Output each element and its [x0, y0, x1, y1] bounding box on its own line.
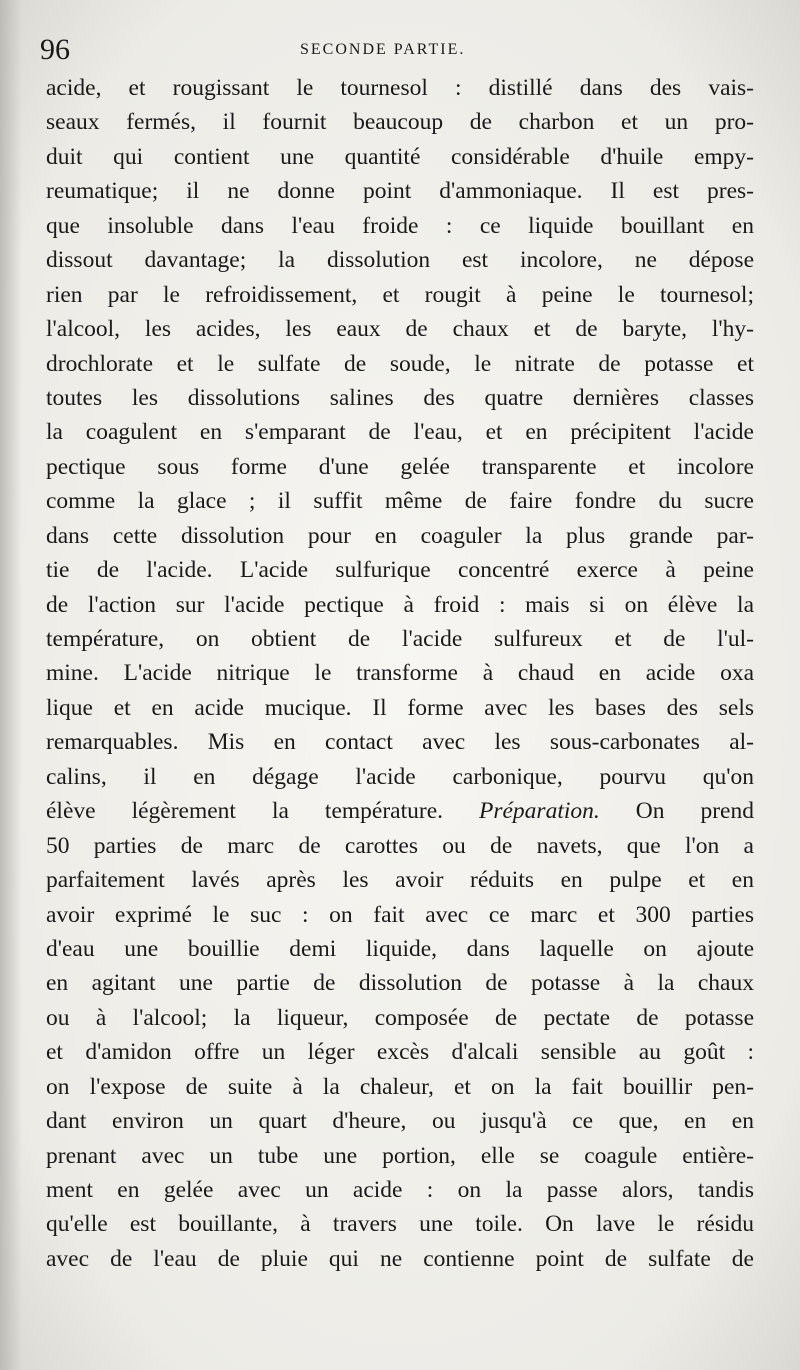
- text-line: seaux fermés, il fournit beaucoup de charbon et un pro-: [46, 109, 754, 136]
- text-line: remarquables. Mis en contact avec les sous-carbonates al-: [46, 729, 754, 756]
- text-line: l'alcool, les acides, les eaux de chaux et de baryte, l'hy-: [46, 316, 754, 343]
- text-line: reumatique; il ne donne point d'ammoniaque. Il est pres-: [46, 178, 754, 205]
- text-segment: On prend: [635, 798, 754, 825]
- text-line: en agitant une partie de dissolution de potasse à la chaux: [46, 970, 754, 997]
- body-text: [46, 71, 754, 1276]
- page-gutter-shadow: [0, 0, 22, 1370]
- text-line: 50 parties de marc de carottes ou de navets, que l'on a: [46, 832, 754, 859]
- text-line: ment en gelée avec un acide : on la passe alors, tandis: [46, 1177, 754, 1203]
- running-head: SECONDE PARTIE.: [300, 41, 466, 58]
- page-header: [40, 30, 760, 70]
- text-line: acide, et rougissant le tournesol : distillé dans des vais-: [46, 75, 754, 101]
- text-line: pectique sous forme d'une gelée transparente et incolore: [46, 453, 754, 480]
- text-line: qu'elle est bouillante, à travers une toile. On lave le résidu: [46, 1211, 754, 1238]
- text-line: parfaitement lavés après les avoir réduits en pulpe et en: [46, 867, 754, 894]
- text-line: avec de l'eau de pluie qui ne contienne point de sulfate de: [46, 1245, 754, 1272]
- text-line: d'eau une bouillie demi liquide, dans laquelle on ajoute: [46, 935, 754, 962]
- text-line: on l'expose de suite à la chaleur, et on la fait bouillir pen-: [46, 1073, 754, 1100]
- text-line: température, on obtient de l'acide sulfureux et de l'ul-: [46, 626, 754, 652]
- text-line: et d'amidon offre un léger excès d'alcali sensible au goût :: [46, 1039, 754, 1066]
- text-line: avoir exprimé le suc : on fait avec ce marc et 300 parties: [46, 901, 754, 928]
- text-line: comme la glace ; il suffit même de faire fondre du sucre: [46, 488, 754, 515]
- text-line: calins, il en dégage l'acide carbonique, pourvu qu'on: [46, 763, 754, 790]
- text-line-with-italic: [46, 794, 754, 828]
- text-line: dissout davantage; la dissolution est incolore, ne dépose: [46, 247, 754, 274]
- text-line: tie de l'acide. L'acide sulfurique concentré exerce à peine: [46, 557, 754, 584]
- italic-heading-preparation: Préparation.: [479, 798, 600, 825]
- text-line: mine. L'acide nitrique le transforme à chaud en acide oxa: [46, 660, 754, 687]
- text-line: toutes les dissolutions salines des quatre dernières classes: [46, 384, 754, 411]
- text-line: de l'action sur l'acide pectique à froid : mais si on élève la: [46, 591, 754, 618]
- text-line: rien par le refroidissement, et rougit à peine le tournesol;: [46, 281, 754, 308]
- text-line: dant environ un quart d'heure, ou jusqu'à ce que, en en: [46, 1108, 754, 1135]
- text-segment: élève légèrement la température.: [46, 798, 443, 825]
- text-line: duit qui contient une quantité considérable d'huile empy-: [46, 143, 754, 170]
- text-line: prenant avec un tube une portion, elle se coagule entière-: [46, 1142, 754, 1169]
- page-number: 96: [40, 33, 70, 66]
- text-line: que insoluble dans l'eau froide : ce liquide bouillant en: [46, 212, 754, 239]
- text-line: la coagulent en s'emparant de l'eau, et en précipitent l'acide: [46, 419, 754, 446]
- text-line: ou à l'alcool; la liqueur, composée de pectate de potasse: [46, 1004, 754, 1031]
- text-line: drochlorate et le sulfate de soude, le nitrate de potasse et: [46, 350, 754, 377]
- text-line: lique et en acide mucique. Il forme avec les bases des sels: [46, 694, 754, 721]
- text-line: dans cette dissolution pour en coaguler la plus grande par-: [46, 522, 754, 549]
